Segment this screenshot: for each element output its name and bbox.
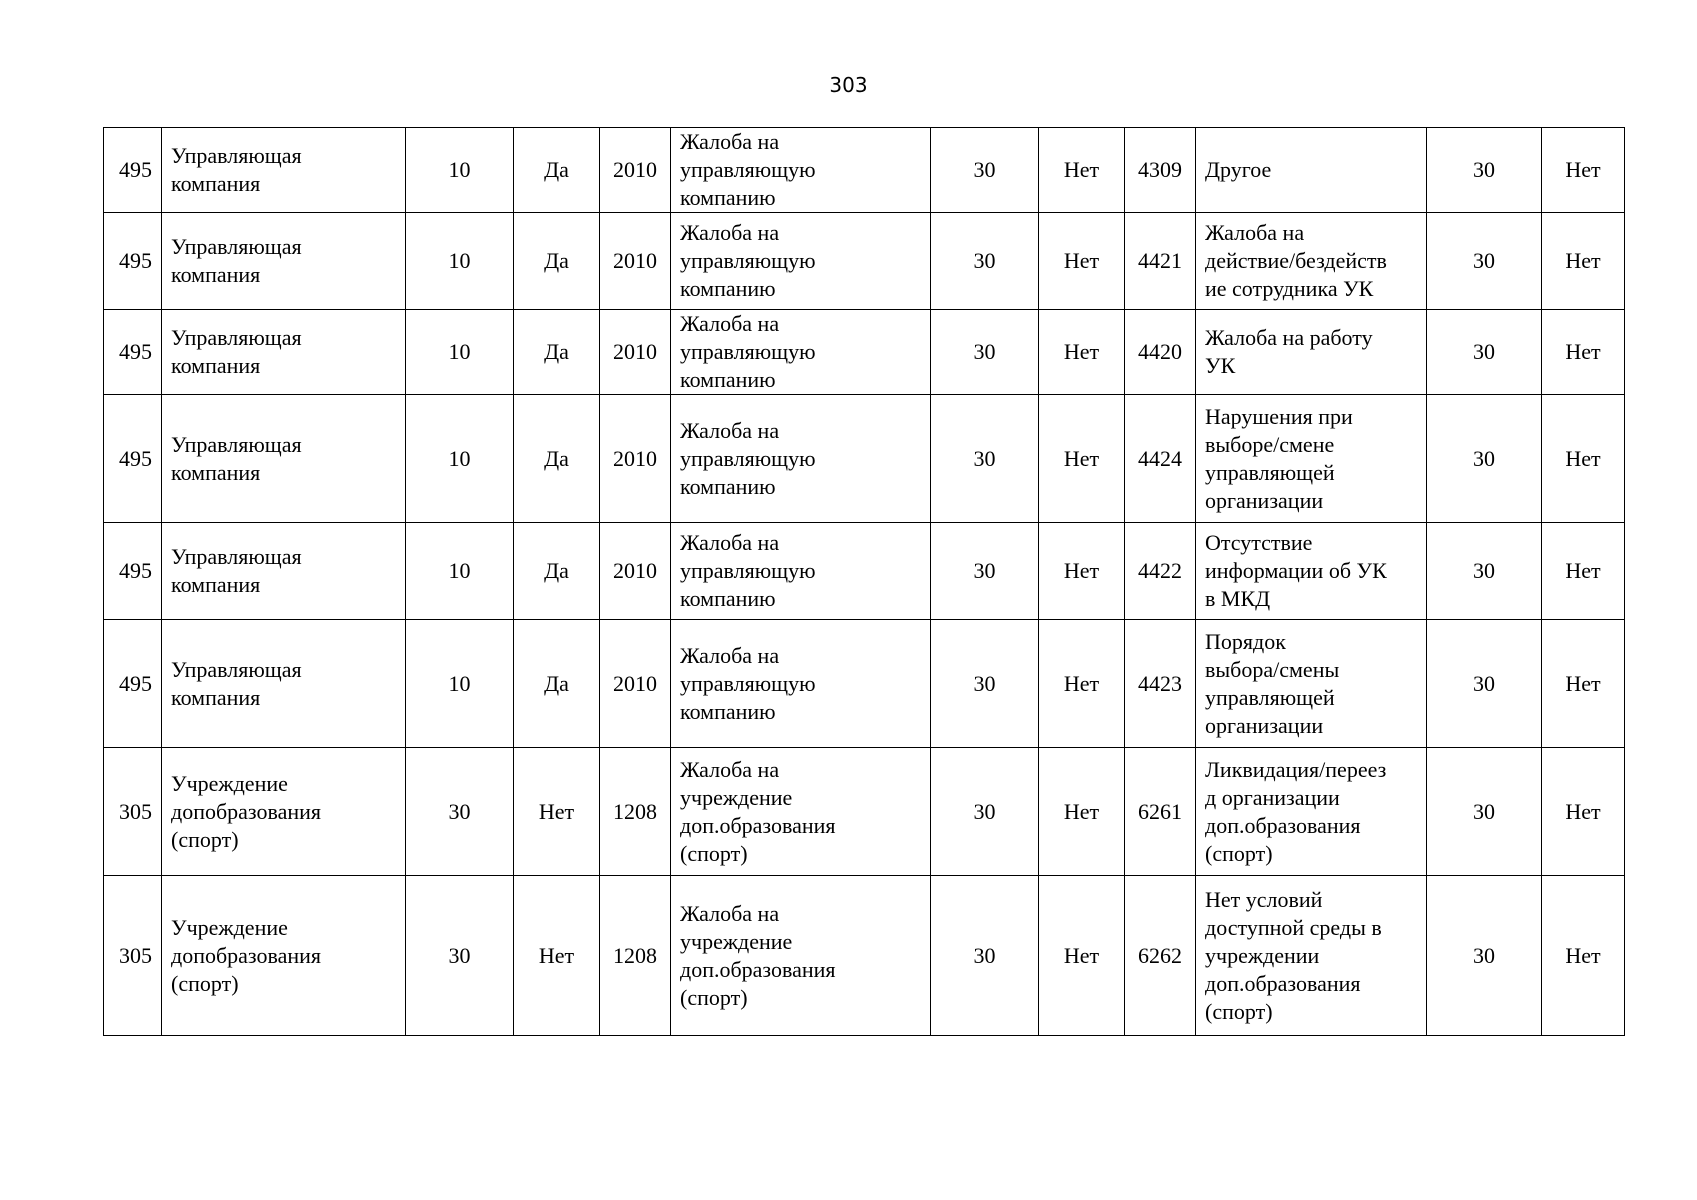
subcode-cell — [600, 310, 671, 395]
cell-line: выборе/смене — [1205, 431, 1335, 457]
cell-line: 2010 — [613, 670, 657, 696]
days-cell — [1427, 310, 1542, 395]
cell-line: Нет — [1063, 157, 1100, 182]
cell-line: 30 — [1473, 670, 1495, 696]
table-row — [104, 310, 1625, 395]
flag-cell — [1039, 876, 1125, 1036]
topic-cell — [1196, 748, 1427, 876]
days-cell — [931, 395, 1039, 523]
flag-cell — [1542, 748, 1625, 876]
subject-cell — [671, 620, 931, 748]
table-row — [104, 395, 1625, 523]
cell-line: Управляющая — [171, 544, 302, 569]
cell-line: Нет — [1565, 670, 1601, 696]
cell-line: Порядок — [1205, 628, 1286, 654]
cell-line: Нарушения при — [1205, 403, 1353, 429]
cell-line: допобразования — [171, 798, 322, 824]
code-cell — [104, 523, 162, 620]
code-cell — [104, 128, 162, 213]
topic-code-cell — [1125, 523, 1196, 620]
days-cell — [1427, 876, 1542, 1036]
cell-line: 4422 — [1138, 558, 1182, 583]
cell-line: Нет — [1063, 445, 1100, 471]
flag-cell — [1039, 620, 1125, 748]
category-cell — [162, 876, 406, 1036]
registry-table — [103, 127, 1625, 1036]
cell-line: компанию — [680, 276, 776, 301]
cell-line: Управляющая — [171, 431, 302, 457]
cell-line: Учреждение — [171, 770, 288, 796]
cell-line: компанию — [680, 698, 776, 724]
days-cell — [931, 128, 1039, 213]
subcode-cell — [600, 395, 671, 523]
cell-line: 10 — [448, 248, 471, 273]
cell-line: Жалоба на — [680, 220, 780, 245]
cell-line: (спорт) — [680, 984, 748, 1010]
cell-line: (спорт) — [171, 826, 239, 852]
subject-cell — [671, 395, 931, 523]
topic-cell — [1196, 395, 1427, 523]
cell-line: 30 — [973, 248, 996, 273]
cell-line: 30 — [448, 942, 471, 968]
topic-code-cell — [1125, 748, 1196, 876]
table-row — [104, 876, 1625, 1036]
cell-line: 6262 — [1138, 942, 1182, 968]
cell-line: Нет — [1063, 798, 1100, 824]
cell-line: компания — [171, 353, 261, 378]
days-cell — [931, 748, 1039, 876]
subcode-cell — [600, 876, 671, 1036]
cell-line: выбора/смены — [1205, 656, 1340, 682]
cell-line: Жалоба на — [680, 530, 780, 555]
cell-line: доп.образования — [1205, 812, 1361, 838]
subject-cell — [671, 748, 931, 876]
cell-line: Да — [544, 157, 569, 182]
cell-line: 1208 — [613, 798, 657, 824]
cell-line: Управляющая — [171, 234, 302, 259]
flag-cell — [1039, 748, 1125, 876]
cell-line: 30 — [1473, 248, 1495, 273]
flag-cell — [514, 876, 600, 1036]
flag-cell — [514, 128, 600, 213]
cell-line: 6261 — [1138, 798, 1182, 824]
table-row — [104, 748, 1625, 876]
cell-line: учреждение — [680, 928, 793, 954]
subcode-cell — [600, 523, 671, 620]
cell-line: Нет условий — [1205, 886, 1323, 912]
cell-line: Нет — [1565, 248, 1601, 273]
cell-line: управляющую — [680, 670, 816, 696]
cell-line: Нет — [1565, 157, 1601, 182]
subcode-cell — [600, 213, 671, 310]
cell-line: управляющей — [1205, 459, 1335, 485]
cell-line: компанию — [680, 367, 776, 392]
cell-line: Нет — [1565, 558, 1601, 583]
cell-line: 30 — [973, 942, 996, 968]
cell-line: Нет — [1063, 942, 1100, 968]
cell-line: управляющую — [680, 339, 816, 364]
category-cell — [162, 748, 406, 876]
table-row — [104, 523, 1625, 620]
flag-cell — [1039, 128, 1125, 213]
cell-line: доступной среды в — [1205, 914, 1382, 940]
flag-cell — [514, 213, 600, 310]
subject-cell — [671, 876, 931, 1036]
cell-line: управляющую — [680, 157, 816, 182]
cell-line: управляющую — [680, 558, 816, 583]
cell-line: 4309 — [1138, 157, 1182, 182]
cell-line: учреждении — [1205, 942, 1320, 968]
cell-line: д организации — [1205, 784, 1340, 810]
flag-cell — [1542, 395, 1625, 523]
cell-line: 30 — [973, 157, 996, 182]
subject-cell — [671, 213, 931, 310]
category-cell — [162, 523, 406, 620]
flag-cell — [1039, 310, 1125, 395]
cell-line: компания — [171, 171, 261, 196]
code-cell — [104, 748, 162, 876]
cell-line: 2010 — [613, 339, 657, 364]
cell-line: 2010 — [613, 248, 657, 273]
days-cell — [406, 213, 514, 310]
cell-line: учреждение — [680, 784, 793, 810]
days-cell — [931, 620, 1039, 748]
cell-line: Жалоба на — [680, 417, 780, 443]
topic-cell — [1196, 876, 1427, 1036]
cell-line: (спорт) — [1205, 840, 1273, 866]
subject-cell — [671, 310, 931, 395]
cell-line: управляющую — [680, 248, 816, 273]
cell-line: 495 — [119, 157, 152, 182]
cell-line: Жалоба на — [680, 311, 780, 336]
cell-line: 30 — [973, 445, 996, 471]
cell-line: Нет — [1063, 248, 1100, 273]
cell-line: 495 — [119, 248, 152, 273]
cell-line: 10 — [448, 558, 471, 583]
cell-line: Учреждение — [171, 914, 288, 940]
cell-line: Жалоба на — [680, 900, 780, 926]
cell-line: организации — [1205, 487, 1324, 513]
cell-line: Жалоба на — [1205, 220, 1305, 245]
days-cell — [931, 523, 1039, 620]
topic-code-cell — [1125, 213, 1196, 310]
cell-line: 30 — [448, 798, 471, 824]
cell-line: компанию — [680, 586, 776, 611]
cell-line: 10 — [448, 339, 471, 364]
topic-cell — [1196, 128, 1427, 213]
cell-line: 30 — [1473, 445, 1495, 471]
topic-cell — [1196, 213, 1427, 310]
days-cell — [931, 213, 1039, 310]
subject-cell — [671, 128, 931, 213]
cell-line: Жалоба на — [680, 129, 780, 154]
cell-line: Управляющая — [171, 325, 302, 350]
cell-line: компания — [171, 684, 261, 710]
cell-line: в МКД — [1205, 586, 1271, 611]
topic-code-cell — [1125, 310, 1196, 395]
table-row — [104, 620, 1625, 748]
cell-line: 10 — [448, 157, 471, 182]
cell-line: Нет — [1063, 670, 1100, 696]
cell-line: Нет — [1063, 339, 1100, 364]
topic-code-cell — [1125, 620, 1196, 748]
cell-line: 30 — [1473, 558, 1495, 583]
category-cell — [162, 395, 406, 523]
cell-line: Нет — [1565, 445, 1601, 471]
cell-line: Да — [544, 670, 569, 696]
cell-line: Нет — [1565, 942, 1601, 968]
cell-line: действие/бездейств — [1205, 248, 1387, 273]
days-cell — [1427, 213, 1542, 310]
cell-line: Отсутствие — [1205, 530, 1313, 555]
days-cell — [1427, 523, 1542, 620]
days-cell — [406, 128, 514, 213]
flag-cell — [514, 310, 600, 395]
days-cell — [1427, 395, 1542, 523]
cell-line: управляющей — [1205, 684, 1335, 710]
table-row — [104, 213, 1625, 310]
days-cell — [1427, 620, 1542, 748]
cell-line: компанию — [680, 185, 776, 210]
cell-line: 30 — [1473, 798, 1495, 824]
cell-line: 30 — [973, 670, 996, 696]
cell-line: 2010 — [613, 157, 657, 182]
cell-line: управляющую — [680, 445, 816, 471]
days-cell — [406, 310, 514, 395]
category-cell — [162, 310, 406, 395]
subject-cell — [671, 523, 931, 620]
cell-line: Нет — [1565, 798, 1601, 824]
topic-code-cell — [1125, 395, 1196, 523]
cell-line: 4421 — [1138, 248, 1182, 273]
cell-line: доп.образования — [1205, 970, 1361, 996]
subcode-cell — [600, 620, 671, 748]
cell-line: 305 — [119, 942, 152, 968]
topic-code-cell — [1125, 876, 1196, 1036]
cell-line: Другое — [1205, 157, 1272, 182]
cell-line: 1208 — [613, 942, 657, 968]
flag-cell — [1542, 523, 1625, 620]
flag-cell — [514, 523, 600, 620]
days-cell — [931, 876, 1039, 1036]
cell-line: 10 — [448, 670, 471, 696]
code-cell — [104, 395, 162, 523]
cell-line: 30 — [973, 798, 996, 824]
cell-line: Жалоба на — [680, 642, 780, 668]
cell-line: допобразования — [171, 942, 322, 968]
topic-cell — [1196, 523, 1427, 620]
cell-line: ие сотрудника УК — [1205, 276, 1374, 301]
cell-line: 4424 — [1138, 445, 1182, 471]
cell-line: информации об УК — [1205, 558, 1387, 583]
cell-line: Управляющая — [171, 143, 302, 168]
cell-line: 10 — [448, 445, 471, 471]
topic-cell — [1196, 620, 1427, 748]
flag-cell — [1542, 620, 1625, 748]
cell-line: (спорт) — [680, 840, 748, 866]
days-cell — [1427, 748, 1542, 876]
cell-line: компания — [171, 572, 261, 597]
flag-cell — [1542, 876, 1625, 1036]
cell-line: Ликвидация/переез — [1205, 756, 1387, 782]
cell-line: Да — [544, 248, 569, 273]
page-number: 303 — [829, 73, 868, 97]
cell-line: компания — [171, 262, 261, 287]
topic-code-cell — [1125, 128, 1196, 213]
flag-cell — [1542, 128, 1625, 213]
cell-line: 2010 — [613, 558, 657, 583]
table-row — [104, 128, 1625, 213]
cell-line: Жалоба на — [680, 756, 780, 782]
cell-line: 30 — [973, 339, 996, 364]
flag-cell — [1542, 213, 1625, 310]
days-cell — [406, 876, 514, 1036]
subcode-cell — [600, 128, 671, 213]
flag-cell — [1039, 213, 1125, 310]
cell-line: 30 — [1473, 157, 1495, 182]
flag-cell — [514, 748, 600, 876]
cell-line: Жалоба на работу — [1205, 325, 1373, 350]
cell-line: Да — [544, 445, 569, 471]
code-cell — [104, 310, 162, 395]
flag-cell — [1039, 395, 1125, 523]
cell-line: Нет — [1063, 558, 1100, 583]
cell-line: Нет — [538, 942, 575, 968]
flag-cell — [1039, 523, 1125, 620]
cell-line: УК — [1205, 353, 1236, 378]
days-cell — [406, 523, 514, 620]
days-cell — [1427, 128, 1542, 213]
category-cell — [162, 620, 406, 748]
cell-line: Да — [544, 558, 569, 583]
cell-line: (спорт) — [171, 970, 239, 996]
cell-line: Управляющая — [171, 656, 302, 682]
cell-line: компанию — [680, 473, 776, 499]
code-cell — [104, 620, 162, 748]
cell-line: организации — [1205, 712, 1324, 738]
cell-line: доп.образования — [680, 812, 836, 838]
category-cell — [162, 213, 406, 310]
category-cell — [162, 128, 406, 213]
cell-line: 495 — [119, 670, 152, 696]
flag-cell — [514, 620, 600, 748]
days-cell — [931, 310, 1039, 395]
flag-cell — [514, 395, 600, 523]
cell-line: компания — [171, 459, 261, 485]
cell-line: 2010 — [613, 445, 657, 471]
cell-line: 495 — [119, 339, 152, 364]
cell-line: доп.образования — [680, 956, 836, 982]
cell-line: 305 — [119, 798, 152, 824]
subcode-cell — [600, 748, 671, 876]
flag-cell — [1542, 310, 1625, 395]
cell-line: 495 — [119, 558, 152, 583]
cell-line: Нет — [1565, 339, 1601, 364]
cell-line: 30 — [1473, 339, 1495, 364]
cell-line: 30 — [1473, 942, 1495, 968]
cell-line: Нет — [538, 798, 575, 824]
code-cell — [104, 876, 162, 1036]
table-body — [104, 128, 1625, 1036]
topic-cell — [1196, 310, 1427, 395]
days-cell — [406, 748, 514, 876]
cell-line: 30 — [973, 558, 996, 583]
code-cell — [104, 213, 162, 310]
cell-line: (спорт) — [1205, 998, 1273, 1024]
days-cell — [406, 620, 514, 748]
cell-line: 495 — [119, 445, 152, 471]
cell-line: Да — [544, 339, 569, 364]
days-cell — [406, 395, 514, 523]
cell-line: 4423 — [1138, 670, 1182, 696]
cell-line: 4420 — [1138, 339, 1182, 364]
